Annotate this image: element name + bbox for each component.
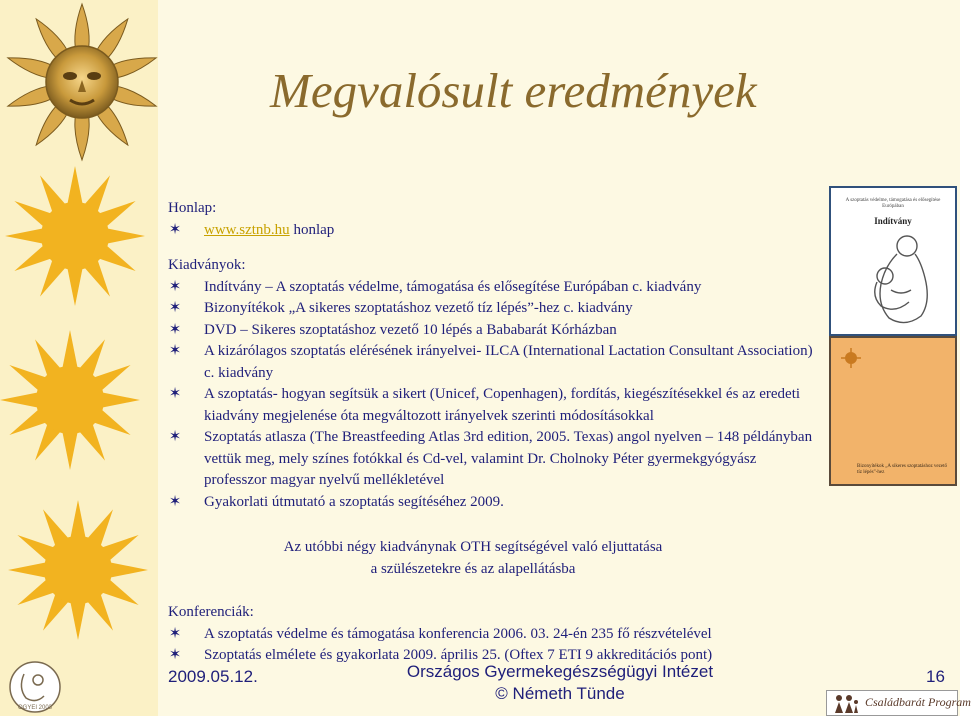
footer-date: 2009.05.12. bbox=[168, 667, 258, 686]
list-item bbox=[168, 298, 818, 320]
golden-sun-face-icon bbox=[6, 4, 159, 160]
star-bullet-icon: ✶ bbox=[168, 343, 182, 359]
list-item bbox=[168, 277, 818, 299]
mother-child-drawing-icon bbox=[855, 232, 935, 330]
list-item bbox=[168, 341, 818, 384]
list-item bbox=[168, 492, 818, 514]
ogyei-logo-icon bbox=[2, 660, 68, 714]
footer-organization bbox=[380, 661, 740, 705]
spacer bbox=[168, 580, 818, 602]
homepage-heading: Honlap: bbox=[168, 200, 217, 216]
homepage-text: honlap bbox=[289, 221, 335, 238]
small-sun-icon bbox=[841, 348, 861, 368]
conferences-heading: Konferenciák: bbox=[168, 604, 254, 620]
slide-title: Megvalósult eredmények bbox=[270, 63, 757, 118]
spacer bbox=[168, 241, 818, 255]
list-item bbox=[168, 427, 818, 492]
logo-right-caption: Családbarát Program bbox=[865, 695, 971, 709]
conference-text: Szoptatás elmélete és gyakorlata 2009. április 25. (Oftex 7 ETI 9 akkreditációs pont) bbox=[204, 647, 713, 663]
star-bullet-icon: ✶ bbox=[168, 429, 182, 445]
list-item bbox=[168, 320, 818, 342]
footer-org-name: Országos Gyermekegészségügyi Intézet bbox=[406, 662, 714, 681]
sun-icon bbox=[8, 500, 148, 640]
publication-text: DVD – Sikeres szoptatáshoz vezető 10 lépés a Bababarát Kórházban bbox=[204, 321, 617, 338]
sun-icon bbox=[0, 330, 140, 470]
note-line-1: Az utóbbi négy kiadványnak OTH segítségével való eljuttatása bbox=[283, 539, 663, 555]
book-cover-text: Bizonyítékok „A sikeres szoptatáshoz vezető tíz lépés”-hez bbox=[857, 464, 947, 475]
page-number: 16 bbox=[926, 667, 945, 686]
star-bullet-icon: ✶ bbox=[168, 278, 182, 295]
logo-left-caption: OGYEI 2003 bbox=[17, 705, 53, 711]
list-item bbox=[168, 384, 818, 427]
publication-text: A kizárólagos szoptatás elérésének irányelvei- ILCA (International Lactation Consultant Association) c. kiadvány bbox=[204, 343, 813, 381]
book-cover-title: Indítvány bbox=[874, 216, 912, 226]
sun-decoration bbox=[0, 0, 160, 716]
star-bullet-icon: ✶ bbox=[168, 321, 182, 338]
distribution-note bbox=[168, 537, 818, 580]
footer-author: © Németh Tünde bbox=[495, 684, 625, 703]
star-bullet-icon: ✶ bbox=[168, 221, 182, 238]
book-cover-bizonyitekok bbox=[829, 336, 957, 486]
spacer bbox=[168, 513, 818, 537]
star-bullet-icon: ✶ bbox=[168, 647, 182, 663]
publications-heading: Kiadványok: bbox=[168, 257, 246, 273]
family-friendly-logo bbox=[826, 690, 971, 716]
conference-text: A szoptatás védelme és támogatása konferencia 2006. 03. 24-én 235 fő részvételével bbox=[204, 625, 712, 642]
main-content bbox=[168, 198, 818, 667]
sun-icon bbox=[5, 166, 145, 306]
publication-text: Gyakorlati útmutató a szoptatás segítéséhez 2009. bbox=[204, 493, 504, 510]
book-cover-subtitle: A szoptatás védelme, támogatása és elősegítése Európában bbox=[845, 198, 941, 209]
star-bullet-icon: ✶ bbox=[168, 493, 182, 510]
website-link[interactable]: www.sztnb.hu bbox=[204, 221, 290, 238]
star-bullet-icon: ✶ bbox=[168, 386, 182, 402]
star-bullet-icon: ✶ bbox=[168, 300, 182, 316]
star-bullet-icon: ✶ bbox=[168, 625, 182, 642]
list-item bbox=[168, 624, 818, 646]
publication-text: Bizonyítékok „A sikeres szoptatáshoz vezető tíz lépés”-hez c. kiadvány bbox=[204, 300, 633, 316]
family-figures-icon bbox=[831, 693, 861, 713]
note-line-2: a szülészetekre és az alapellátásba bbox=[370, 560, 576, 577]
publication-text: A szoptatás- hogyan segítsük a sikert (Unicef, Copenhagen), fordítás, kiegészítésekkel és az eredeti kiadvány megjelenése óta megváltozott irányelvek szerinti módosításokkal bbox=[204, 386, 801, 424]
list-item bbox=[168, 220, 818, 242]
publication-text: Indítvány – A szoptatás védelme, támogatása és elősegítése Európában c. kiadvány bbox=[204, 278, 702, 295]
book-cover-inditvany bbox=[829, 186, 957, 336]
publication-text: Szoptatás atlasza (The Breastfeeding Atlas 3rd edition, 2005. Texas) angol nyelven – 148 példányban vettük meg, mely színes fotókkal és Cd-vel, valamint Dr. Cholnoky Péter gyermekgyógyász professzor magyar nyelvű mellékletével bbox=[204, 429, 813, 488]
